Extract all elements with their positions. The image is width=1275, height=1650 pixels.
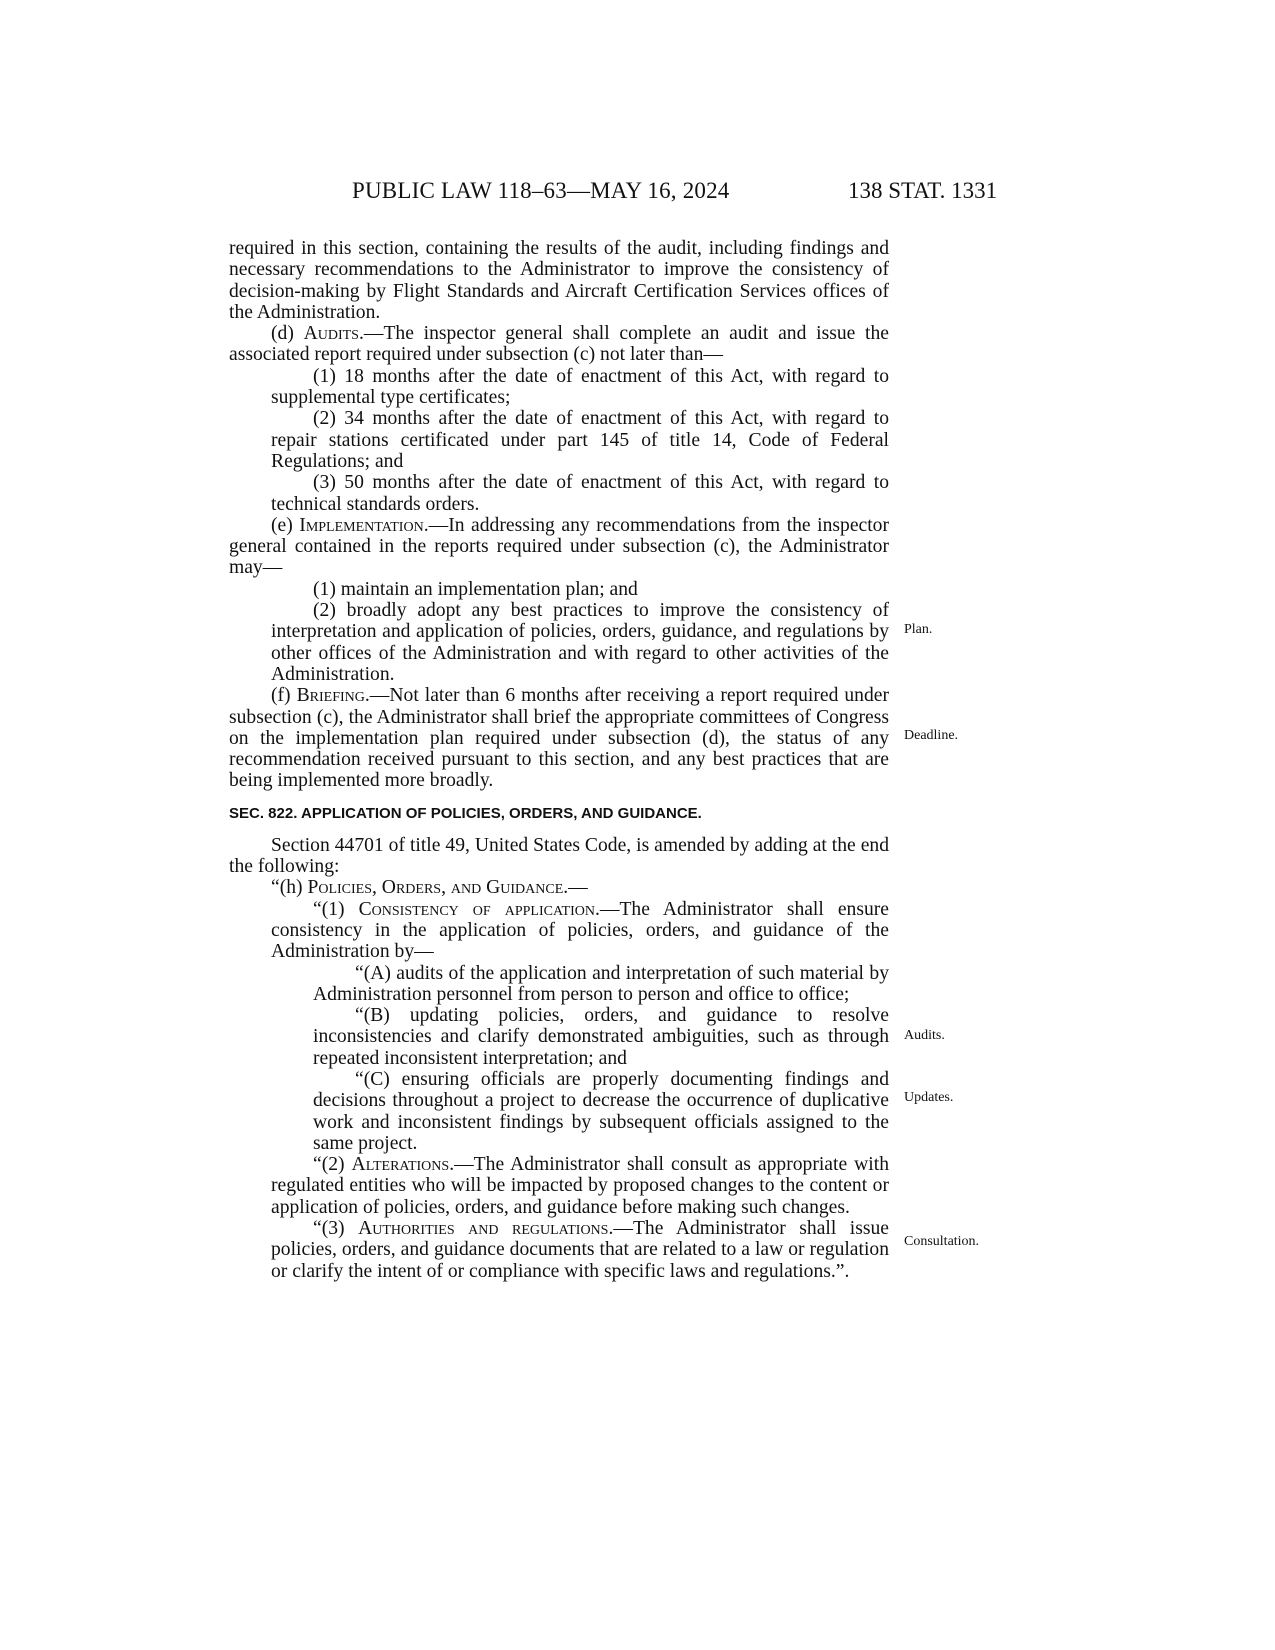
paragraph-h-1-a: “(A) audits of the application and interpretation of such material by Administration personnel from person to person and office to office; [313,962,889,1005]
subsection-f: (f) Briefing.—Not later than 6 months after receiving a report required under subsection (c), the Administrator shall brief the appropriate committees of Congress on the implementation plan required under subsection (d), the status of any recommendation received pursuant to this section, and any best practices that are being implemented more broadly. [229,685,889,792]
subsection-d-item-1: (1) 18 months after the date of enactment of this Act, with regard to supplemental type certificates; [271,365,889,409]
continuation-paragraph: required in this section, containing the results of the audit, including findings and necessary recommendations to the Administrator to improve the consistency of decision-making by Flight Standards and Aircraft Certification Services offices of the Administration. [229,238,889,323]
subsection-e-heading: Implementation [299,514,424,536]
paragraph-h-1: “(1) Consistency of application.—The Administrator shall ensure consistency in the application of policies, orders, and guidance of the Administration by— [271,898,889,963]
paragraph-h-3-heading: Authorities and regulations [358,1218,609,1240]
paragraph-h-2: “(2) Alterations.—The Administrator shall consult as appropriate with regulated entities who will be impacted by proposed changes to the content or application of policies, orders, and guidance before making such changes. [271,1154,889,1218]
paragraph-h-1-heading: Consistency of application [358,898,595,920]
document-body [229,238,889,1282]
subsection-f-heading: Briefing [296,685,365,707]
paragraph-h-1-c: “(C) ensuring officials are properly documenting findings and decisions throughout a project to decrease the occurrence of duplicative work and inconsistent findings by subsequent officials assigned to the same project. [313,1068,889,1154]
subsection-e: (e) Implementation.—In addressing any recommendations from the inspector general contained in the reports required under subsection (c), the Administrator may— [229,514,889,579]
subsection-d-item-3: (3) 50 months after the date of enactment of this Act, with regard to technical standards orders. [271,472,889,515]
subsection-d-heading: Audits [303,323,359,345]
subsection-e-item-2: (2) broadly adopt any best practices to improve the consistency of interpretation and application of policies, orders, guidance, and regulations by other offices of the Administration and with regard to other activities of the Administration. [271,600,889,685]
subsection-h: “(h) Policies, Orders, and Guidance.— [271,877,588,899]
section-822-heading: SEC. 822. APPLICATION OF POLICIES, ORDERS, AND GUIDANCE. [229,804,702,822]
margin-note-deadline: Deadline. [904,728,959,743]
subsection-d: (d) Audits.—The inspector general shall complete an audit and issue the associated report required under subsection (c) not later than— [229,323,889,366]
running-head: PUBLIC LAW 118–63—MAY 16, 2024 [352,178,730,203]
paragraph-h-2-heading: Alterations [351,1154,450,1176]
paragraph-h-3: “(3) Authorities and regulations.—The Administrator shall issue policies, orders, and guidance documents that are related to a law or regulation or clarify the intent of or compliance with specific laws and regulations.”. [271,1218,889,1282]
subsection-e-item-1: (1) maintain an implementation plan; and [313,578,638,600]
margin-note-consultation: Consultation. [904,1234,980,1249]
subsection-h-heading: Policies, Orders, and Guidance [307,877,564,899]
page-number: 138 STAT. 1331 [848,178,998,203]
page-header [0,178,1275,218]
margin-note-audits: Audits. [904,1028,945,1043]
section-822-intro: Section 44701 of title 49, United States Code, is amended by adding at the end the following: [229,834,889,878]
paragraph-h-1-b: “(B) updating policies, orders, and guidance to resolve inconsistencies and clarify demonstrated ambiguities, such as through repeated inconsistent interpretation; and [313,1005,889,1069]
margin-note-updates: Updates. [904,1090,954,1105]
margin-note-plan: Plan. [904,622,933,637]
subsection-d-item-2: (2) 34 months after the date of enactment of this Act, with regard to repair stations certificated under part 145 of title 14, Code of Federal Regulations; and [271,408,889,472]
